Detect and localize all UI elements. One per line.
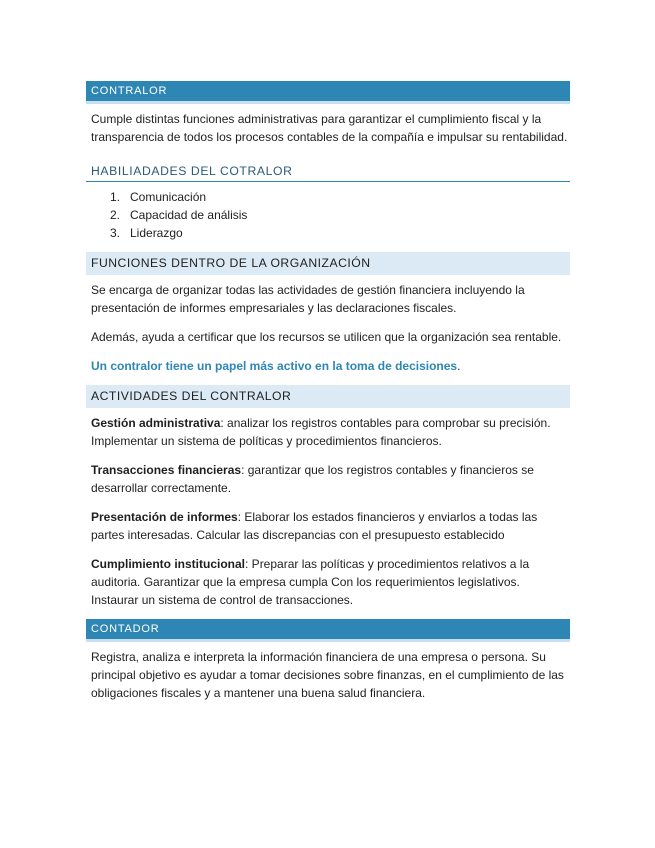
list-item [86,206,570,224]
document-content [86,81,570,702]
list-text: Comunicación [130,190,207,204]
funciones-highlight [86,357,570,375]
list-text: Capacidad de análisis [130,208,248,222]
actividad-term: Presentación de informes [91,510,238,524]
habilidades-list [86,188,570,242]
actividad-term: Gestión administrativa [91,416,221,430]
contralor-body: Cumple distintas funciones administrativas para garantizar el cumplimiento fiscal y la transparencia de todos los procesos contables de la compañía e impulsar su rentabilidad. [91,112,568,144]
heading-contador: CONTADOR [86,619,570,642]
list-text: Liderazgo [130,226,183,240]
actividad-item [86,414,570,450]
heading-habilidades: HABILIADADES DEL COTRALOR [86,162,570,182]
highlight-text: Un contralor tiene un papel más activo en la toma de decisiones [91,359,458,373]
actividad-desc: : garantizar que los registros contables y financieros se desarrollar correctamente. [91,463,534,495]
funciones-paragraph-1: Se encarga de organizar todas las actividades de gestión financiera incluyendo la presentación de informes empresariales y las declaraciones fiscales. [91,283,525,315]
actividad-desc: : Preparar las políticas y procedimientos relativos a la auditoria. Garantizar que la empresa cumpla Con los requerimientos legislativos. Instaurar un sistema de control de transacciones. [91,557,530,607]
actividad-term: Transacciones financieras [91,463,242,477]
heading-actividades: ACTIVIDADES DEL CONTRALOR [86,385,570,408]
funciones-paragraph-2: Además, ayuda a certificar que los recursos se utilicen que la organización sea rentable. [91,330,562,344]
actividad-term: Cumplimiento institucional [91,557,246,571]
heading-funciones: FUNCIONES DENTRO DE LA ORGANIZACIÓN [86,252,570,275]
list-number: 2. [110,208,121,222]
actividad-item [86,555,570,609]
contador-body: Registra, analiza e interpreta la información financiera de una empresa o persona. Su principal objetivo es ayudar a tomar decisiones sobre finanzas, en el cumplimiento de las obligaciones fiscales y a mantener una buena salud financiera. [91,650,564,700]
list-item [86,188,570,206]
actividad-desc: : analizar los registros contables para comprobar su precisión. Implementar un sistema de políticas y procedimientos financieros. [91,416,551,448]
list-item [86,224,570,242]
heading-contralor: CONTRALOR [86,81,570,104]
actividad-item [86,508,570,544]
list-number: 3. [110,226,121,240]
actividad-desc: : Elaborar los estados financieros y enviarlos a todas las partes interesadas. Calcular las discrepancias con el presupuesto establecido [91,510,538,542]
highlight-period: . [457,359,461,373]
list-number: 1. [110,190,121,204]
actividad-item [86,461,570,497]
